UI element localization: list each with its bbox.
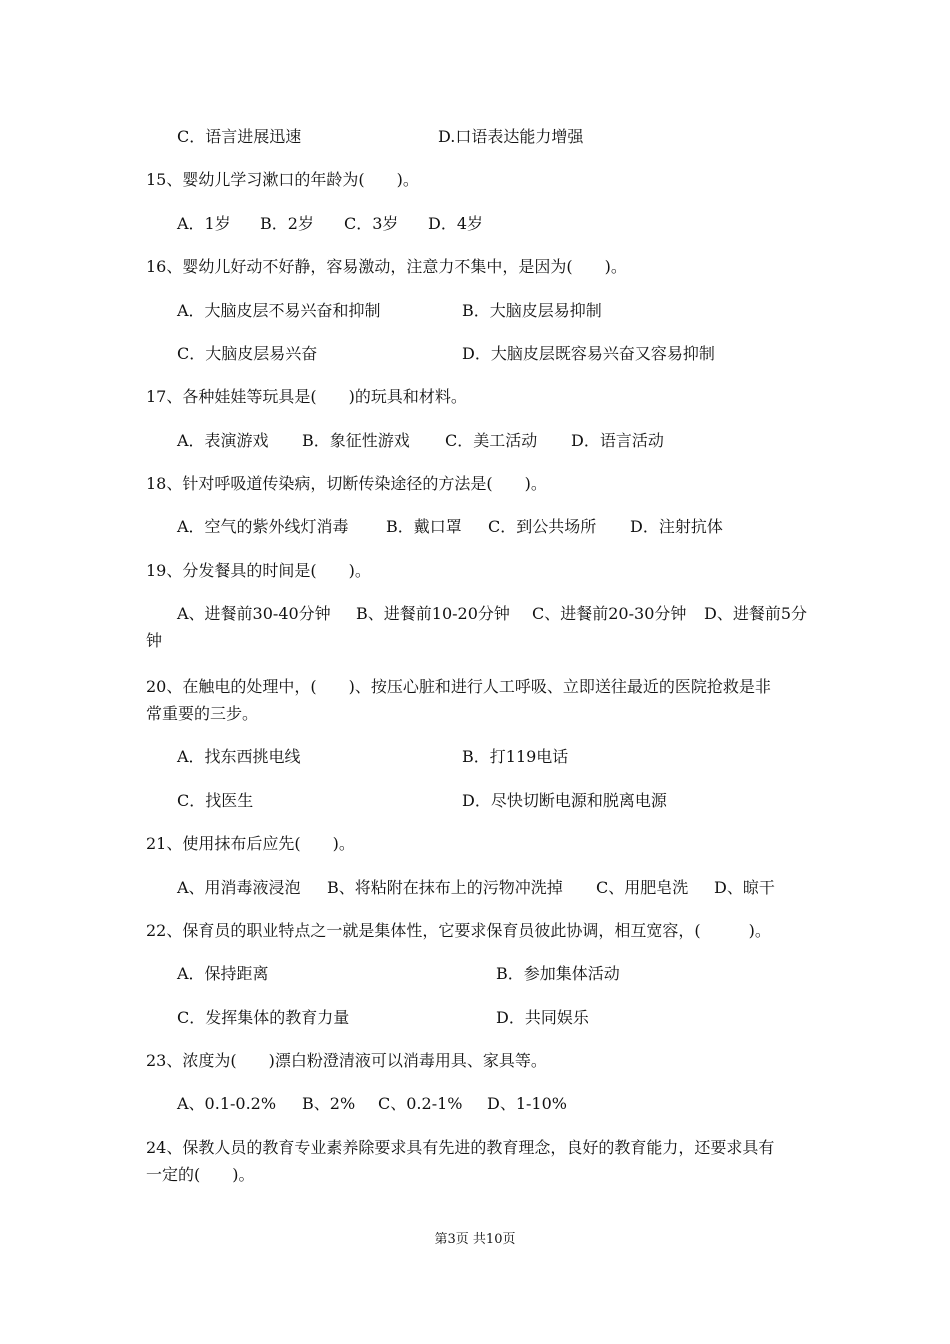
q20-option-d: D．尽快切断电源和脱离电源 <box>462 791 667 810</box>
question-16: 16、婴幼儿好动不好静，容易激动，注意力不集中，是因为( )。 <box>146 257 627 276</box>
question-18: 18、针对呼吸道传染病，切断传染途径的方法是( )。 <box>146 474 547 493</box>
q18-option-c: C．到公共场所 <box>488 517 597 536</box>
q19-option-c: C、进餐前20-30分钟 <box>532 604 687 623</box>
question-20-line-1: 20、在触电的处理中，( )、按压心脏和进行人工呼吸、立即送往最近的医院抢救是非 <box>146 677 771 696</box>
q23-option-a: A、0.1-0.2% <box>177 1094 277 1113</box>
q22-option-d: D．共同娱乐 <box>496 1008 589 1027</box>
q18-option-d: D．注射抗体 <box>630 517 723 536</box>
q16-option-b: B．大脑皮层易抑制 <box>462 301 602 320</box>
question-15: 15、婴幼儿学习漱口的年龄为( )。 <box>146 170 419 189</box>
q14-option-c: C．语言进展迅速 <box>177 127 302 146</box>
q21-option-c: C、用肥皂洗 <box>596 878 689 897</box>
question-22: 22、保育员的职业特点之一就是集体性，它要求保育员彼此协调，相互宽容，( )。 <box>146 921 771 940</box>
q15-option-c: C．3岁 <box>344 214 399 233</box>
q15-option-b: B．2岁 <box>260 214 314 233</box>
q14-option-d: D.口语表达能力增强 <box>438 127 584 146</box>
q20-option-a: A．找东西挑电线 <box>177 747 301 766</box>
q19-option-d: D、进餐前5分 <box>704 604 808 623</box>
q15-option-d: D．4岁 <box>428 214 484 233</box>
q15-option-a: A．1岁 <box>177 214 231 233</box>
q21-option-d: D、晾干 <box>714 878 775 897</box>
q17-option-a: A．表演游戏 <box>177 431 269 450</box>
q22-option-a: A．保持距离 <box>177 964 269 983</box>
question-17: 17、各种娃娃等玩具是( )的玩具和材料。 <box>146 387 467 406</box>
q18-option-b: B．戴口罩 <box>386 517 462 536</box>
q16-option-a: A．大脑皮层不易兴奋和抑制 <box>177 301 381 320</box>
q17-option-b: B．象征性游戏 <box>302 431 410 450</box>
q19-option-b: B、进餐前10-20分钟 <box>356 604 510 623</box>
q21-option-a: A、用消毒液浸泡 <box>177 878 301 897</box>
q22-option-c: C．发挥集体的教育力量 <box>177 1008 350 1027</box>
q17-option-c: C．美工活动 <box>445 431 538 450</box>
q16-option-d: D．大脑皮层既容易兴奋又容易抑制 <box>462 344 715 363</box>
question-21: 21、使用抹布后应先( )。 <box>146 834 355 853</box>
q21-option-b: B、将粘附在抹布上的污物冲洗掉 <box>327 878 563 897</box>
q19-option-d-continued: 钟 <box>146 631 163 650</box>
question-19: 19、分发餐具的时间是( )。 <box>146 561 371 580</box>
question-24-line-2: 一定的( )。 <box>146 1165 255 1184</box>
page-footer: 第3页 共10页 <box>434 1232 516 1247</box>
q17-option-d: D．语言活动 <box>571 431 664 450</box>
q23-option-c: C、0.2-1% <box>378 1094 463 1113</box>
question-24-line-1: 24、保教人员的教育专业素养除要求具有先进的教育理念，良好的教育能力，还要求具有 <box>146 1138 775 1157</box>
question-20-line-2: 常重要的三步。 <box>146 704 259 723</box>
q23-option-b: B、2% <box>302 1094 356 1113</box>
q20-option-b: B．打119电话 <box>462 747 569 766</box>
question-23: 23、浓度为( )漂白粉澄清液可以消毒用具、家具等。 <box>146 1051 547 1070</box>
q22-option-b: B．参加集体活动 <box>496 964 620 983</box>
q19-option-a: A、进餐前30-40分钟 <box>177 604 331 623</box>
q23-option-d: D、1-10% <box>487 1094 567 1113</box>
q16-option-c: C．大脑皮层易兴奋 <box>177 344 318 363</box>
q20-option-c: C．找医生 <box>177 791 254 810</box>
q18-option-a: A．空气的紫外线灯消毒 <box>177 517 349 536</box>
